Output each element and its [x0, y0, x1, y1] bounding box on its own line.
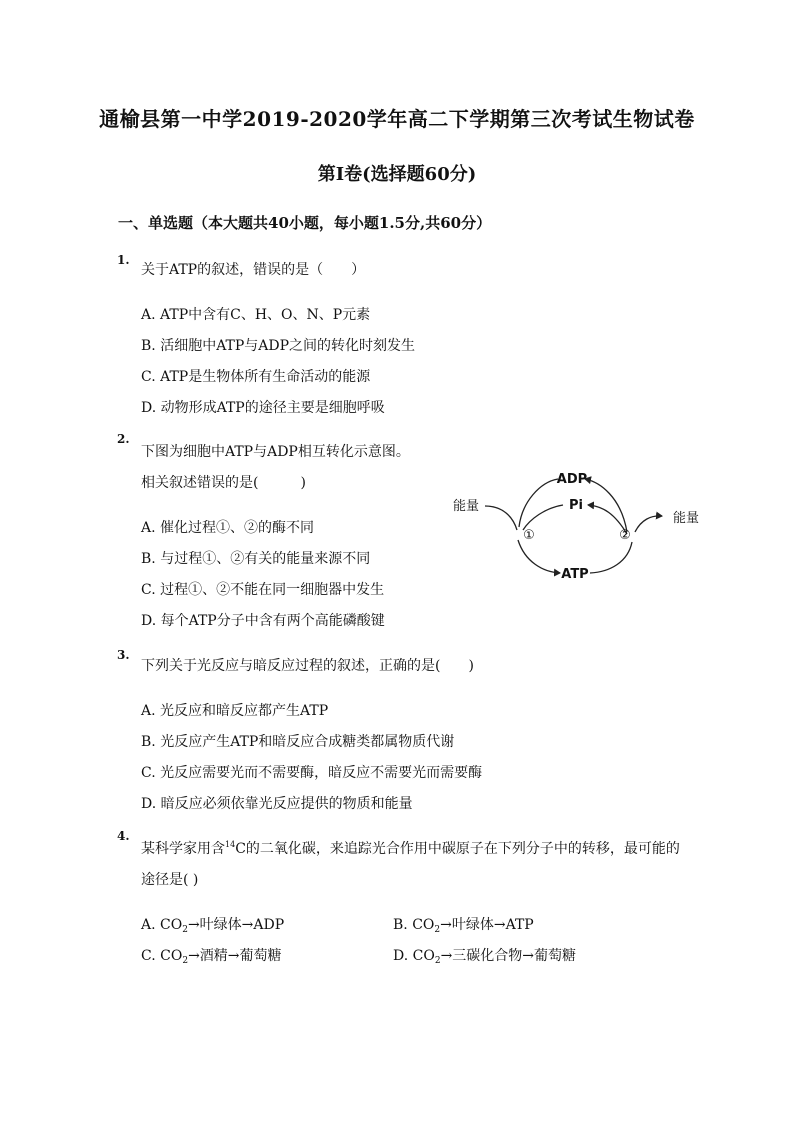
question-stem: 关于ATP的叙述，错误的是（ ） — [141, 262, 366, 278]
option-letter: B. — [393, 917, 413, 933]
exam-title: 通榆县第一中学2019-2020学年高二下学期第三次考试生物试卷 — [99, 107, 695, 131]
option-c[interactable]: C. 光反应需要光而不需要酶，暗反应不需要光而需要酶 — [141, 765, 483, 781]
option-a[interactable]: A. 光反应和暗反应都产生ATP — [141, 703, 329, 719]
isotope-element: C — [235, 841, 246, 857]
option-d[interactable]: D. 每个ATP分子中含有两个高能磷酸键 — [141, 613, 385, 629]
step-1-label: ① — [523, 528, 535, 543]
question-number: 1. — [117, 253, 130, 267]
isotope-mass-number: 14 — [225, 840, 236, 849]
atp-label: ATP — [561, 567, 589, 582]
question-stem-line2: 相关叙述错误的是( ) — [141, 475, 306, 491]
question-number: 4. — [117, 829, 130, 843]
option-d[interactable] — [393, 945, 576, 965]
option-a[interactable]: A. ATP中含有C、H、O、N、P元素 — [141, 307, 371, 323]
arrow-to-atp — [518, 540, 560, 573]
option-c[interactable] — [141, 945, 282, 965]
option-d[interactable]: D. 暗反应必须依靠光反应提供的物质和能量 — [141, 796, 413, 812]
arc-adp-to-1 — [519, 479, 558, 527]
stem-prefix: 某科学家用含 — [141, 841, 225, 857]
step-2-label: ② — [619, 528, 631, 543]
option-text: →三碳化合物→葡萄糖 — [440, 948, 577, 964]
energy-out-arrow — [635, 516, 662, 532]
option-text: →酒精→葡萄糖 — [188, 948, 282, 964]
option-b[interactable]: B. 光反应产生ATP和暗反应合成糖类都属物质代谢 — [141, 734, 455, 750]
question-stem-line2: 途径是( ) — [141, 872, 199, 888]
adp-label: ADP — [556, 472, 588, 487]
section-heading: 一、单选题（本大题共40小题，每小题1.5分,共60分） — [118, 214, 492, 232]
arc-pi-to-1 — [523, 505, 563, 530]
co2-formula: CO — [160, 948, 183, 964]
option-c[interactable]: C. ATP是生物体所有生命活动的能源 — [141, 369, 371, 385]
paper-part-heading: 第Ⅰ卷(选择题60分) — [317, 164, 477, 185]
option-b[interactable]: B. 与过程①、②有关的能量来源不同 — [141, 551, 371, 567]
co2-subscript: 2 — [434, 925, 441, 935]
energy-right-label: 能量 — [673, 511, 700, 526]
option-a[interactable] — [141, 914, 284, 934]
option-a[interactable]: A. 催化过程①、②的酶不同 — [141, 520, 315, 536]
co2-formula: CO — [412, 917, 435, 933]
option-d[interactable]: D. 动物形成ATP的途径主要是细胞呼吸 — [141, 400, 385, 416]
co2-formula: CO — [412, 948, 435, 964]
option-text: →叶绿体→ATP — [440, 917, 534, 933]
question-stem — [141, 838, 680, 858]
stem-suffix: 的二氧化碳，来追踪光合作用中碳原子在下列分子中的转移，最可能的 — [245, 841, 680, 857]
co2-subscript: 2 — [182, 925, 188, 935]
question-number: 3. — [117, 648, 130, 662]
option-letter: D. — [393, 948, 413, 964]
option-c[interactable]: C. 过程①、②不能在同一细胞器中发生 — [141, 582, 385, 598]
arc-atp-to-2 — [590, 542, 632, 573]
co2-formula: CO — [160, 917, 183, 933]
co2-subscript: 2 — [182, 956, 189, 966]
option-text: →叶绿体→ADP — [187, 917, 285, 933]
option-b[interactable] — [393, 914, 534, 934]
question-number: 2. — [117, 432, 130, 446]
energy-left-label: 能量 — [453, 499, 480, 514]
question-stem: 下图为细胞中ATP与ADP相互转化示意图。 — [141, 444, 410, 460]
question-stem: 下列关于光反应与暗反应过程的叙述，正确的是( ) — [141, 658, 474, 674]
option-letter: A. — [141, 917, 161, 933]
pi-label: Pi — [569, 498, 583, 513]
option-letter: C. — [141, 948, 161, 964]
energy-in-line — [485, 506, 517, 530]
atp-adp-cycle-diagram — [445, 462, 715, 587]
option-b[interactable]: B. 活细胞中ATP与ADP之间的转化时刻发生 — [141, 338, 416, 354]
co2-subscript: 2 — [434, 956, 441, 966]
